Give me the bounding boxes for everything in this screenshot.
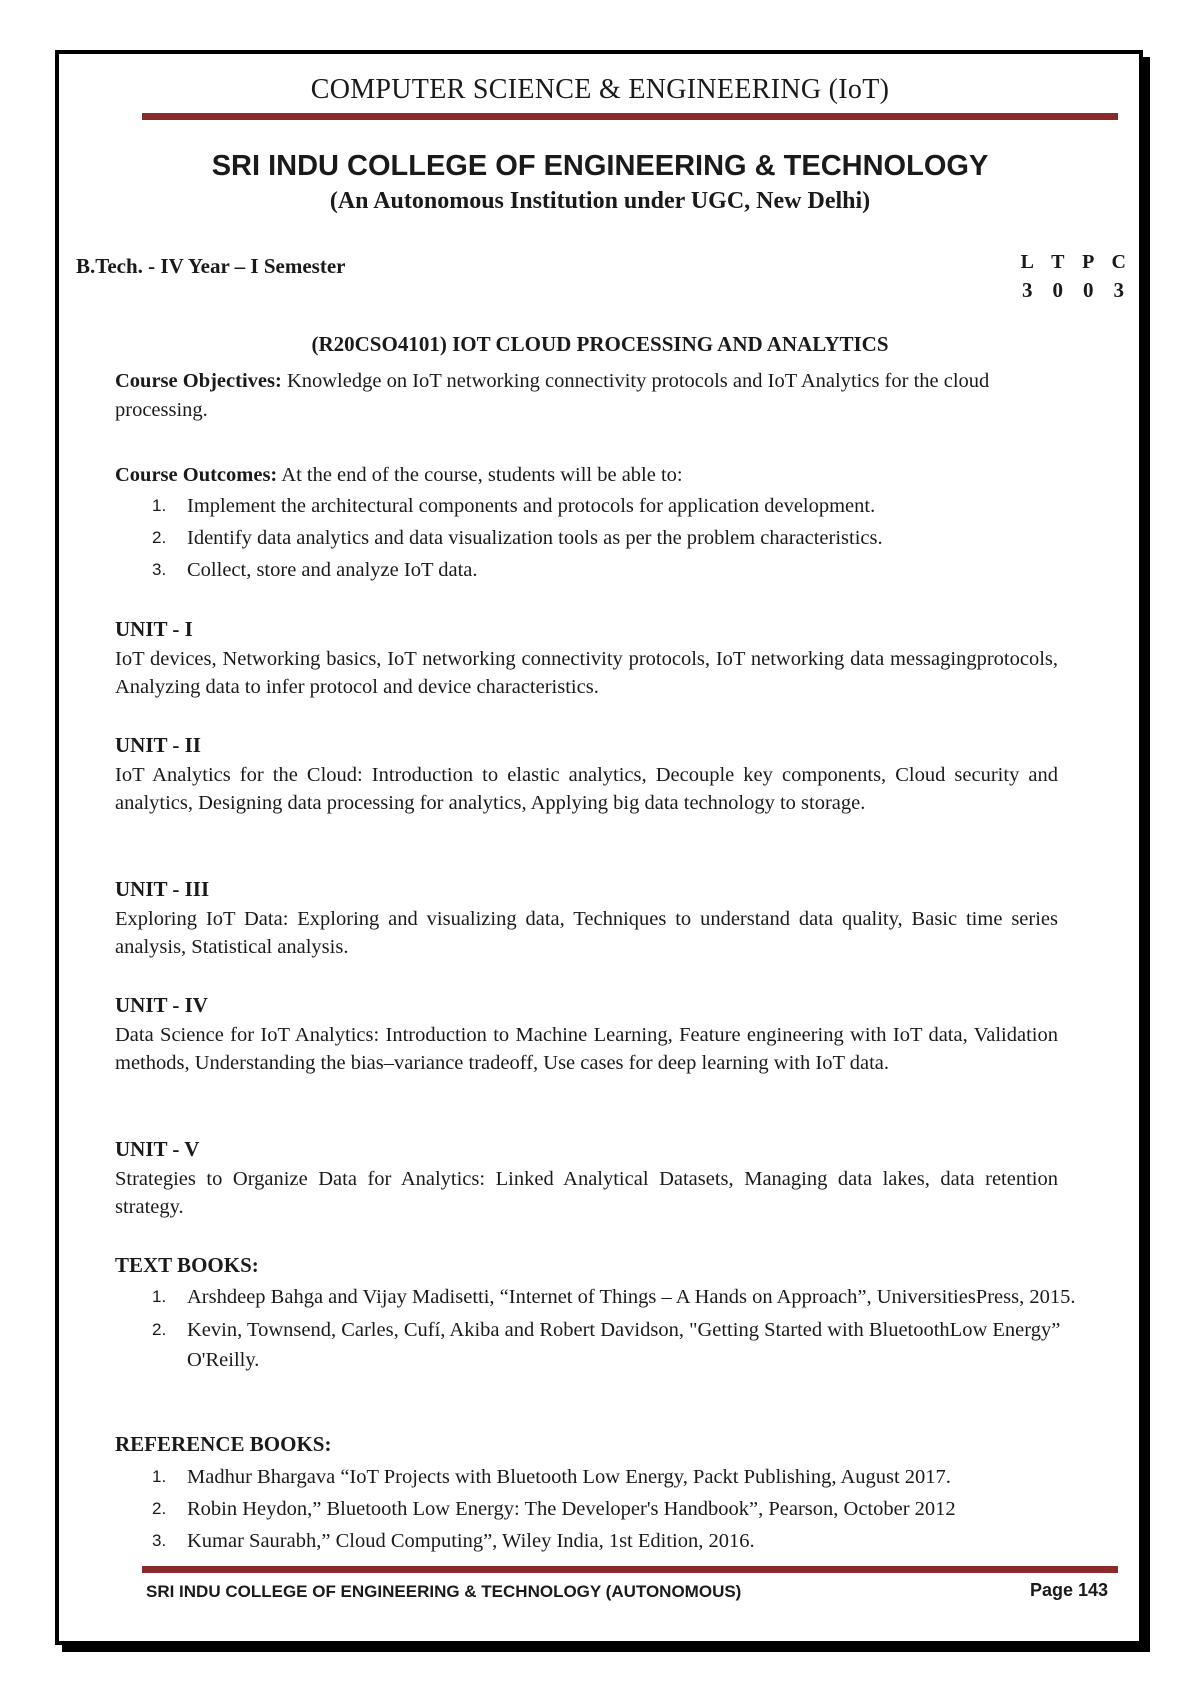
outcome-text: Implement the architectural components and protocols for application development. xyxy=(187,495,876,517)
objectives-label: Course Objectives: xyxy=(115,370,282,392)
objectives-text: Knowledge on IoT networking connectivity protocols and IoT Analytics for the cloud processing. xyxy=(115,370,990,421)
outcome-text: Collect, store and analyze IoT data. xyxy=(187,559,478,581)
list-number: 2. xyxy=(152,1320,167,1339)
reference-book-entry: Robin Heydon,” Bluetooth Low Energy: The Developer's Handbook”, Pearson, October 2012 xyxy=(187,1498,956,1520)
list-number: 1. xyxy=(152,1467,167,1486)
list-item xyxy=(145,1461,1080,1493)
course-outcomes-intro xyxy=(115,461,1058,490)
ltpc-value-p: 0 xyxy=(1083,278,1094,302)
text-book-entry: Kevin, Townsend, Carles, Cufí, Akiba and Robert Davidson, "Getting Started with BluetoothLow Energy” O'Reilly. xyxy=(187,1319,1061,1371)
list-number: 1. xyxy=(152,496,167,515)
outcomes-intro-text: At the end of the course, students will be able to: xyxy=(277,464,683,486)
unit-2-text: IoT Analytics for the Cloud: Introduction to elastic analytics, Decouple key components, Cloud security and analytics, Designing data processing for analytics, Applying big data technology to storage. xyxy=(115,764,1058,814)
course-title: (R20CSO4101) IOT CLOUD PROCESSING AND ANALYTICS xyxy=(311,332,889,356)
list-item xyxy=(145,490,1080,522)
reference-book-entry: Kumar Saurabh,” Cloud Computing”, Wiley India, 1st Edition, 2016. xyxy=(187,1530,755,1552)
unit-1-heading: UNIT - I xyxy=(115,617,193,641)
footer-rule xyxy=(142,1566,1118,1573)
list-number: 3. xyxy=(152,1531,167,1550)
text-books-heading: TEXT BOOKS: xyxy=(115,1253,259,1277)
list-number: 2. xyxy=(152,528,167,547)
department-title: COMPUTER SCIENCE & ENGINEERING (IoT) xyxy=(310,74,890,105)
reference-book-entry: Madhur Bhargava “IoT Projects with Bluetooth Low Energy, Packt Publishing, August 2017. xyxy=(187,1466,951,1488)
footer-college: SRI INDU COLLEGE OF ENGINEERING & TECHNOLOGY (AUTONOMOUS) xyxy=(146,1582,742,1601)
reference-books-list xyxy=(145,1461,1080,1557)
unit-4-text: Data Science for IoT Analytics: Introduction to Machine Learning, Feature engineering with IoT data, Validation methods, Understanding the bias–variance tradeoff, Use cases for deep learning with IoT data. xyxy=(115,1024,1058,1074)
page-border xyxy=(55,50,1143,1645)
ltpc-label-p: P xyxy=(1082,251,1095,273)
page-number: Page 143 xyxy=(1029,1580,1108,1600)
reference-books-heading: REFERENCE BOOKS: xyxy=(115,1432,332,1456)
ltpc-label-c: C xyxy=(1111,251,1126,273)
list-item xyxy=(145,522,1080,554)
list-number: 3. xyxy=(152,560,167,579)
text-books-list xyxy=(145,1282,1080,1378)
semester-label: B.Tech. - IV Year – I Semester xyxy=(76,254,346,278)
list-item xyxy=(145,1525,1080,1557)
list-number: 2. xyxy=(152,1499,167,1518)
header-rule xyxy=(142,113,1118,120)
outcome-text: Identify data analytics and data visualization tools as per the problem characteristics. xyxy=(187,527,883,549)
ltpc-table xyxy=(1012,251,1134,303)
unit-4-heading: UNIT - IV xyxy=(115,993,208,1017)
text-book-entry: Arshdeep Bahga and Vijay Madisetti, “Internet of Things – A Hands on Approach”, UniversitiesPress, 2015. xyxy=(187,1286,1076,1308)
unit-3-heading: UNIT - III xyxy=(115,877,210,901)
ltpc-value-t: 0 xyxy=(1052,278,1063,302)
ltpc-value-c: 3 xyxy=(1113,278,1124,302)
ltpc-value-l: 3 xyxy=(1022,278,1033,302)
ltpc-labels xyxy=(1012,251,1134,274)
ltpc-values xyxy=(1012,278,1134,303)
outcomes-list xyxy=(145,490,1080,586)
ltpc-label-l: L xyxy=(1020,251,1034,273)
autonomous-subtitle: (An Autonomous Institution under UGC, New Delhi) xyxy=(329,188,871,214)
unit-2-heading: UNIT - II xyxy=(115,733,201,757)
list-number: 1. xyxy=(152,1287,167,1306)
course-objectives xyxy=(115,367,1058,425)
unit-1-text: IoT devices, Networking basics, IoT networking connectivity protocols, IoT networking data messagingprotocols, Analyzing data to infer protocol and device characteristics. xyxy=(115,648,1058,698)
college-name: SRI INDU COLLEGE OF ENGINEERING & TECHNOLOGY xyxy=(211,150,989,182)
list-item xyxy=(145,1493,1080,1525)
outcomes-label: Course Outcomes: xyxy=(115,464,278,486)
unit-5-heading: UNIT - V xyxy=(115,1137,200,1161)
unit-3-text: Exploring IoT Data: Exploring and visualizing data, Techniques to understand data quality, Basic time series analysis, Statistical analysis. xyxy=(115,908,1058,958)
list-item xyxy=(145,1315,1080,1375)
list-item xyxy=(145,1282,1080,1312)
unit-5-text: Strategies to Organize Data for Analytics: Linked Analytical Datasets, Managing data lakes, data retention strategy. xyxy=(115,1168,1058,1218)
ltpc-label-t: T xyxy=(1051,251,1065,273)
list-item xyxy=(145,554,1080,586)
